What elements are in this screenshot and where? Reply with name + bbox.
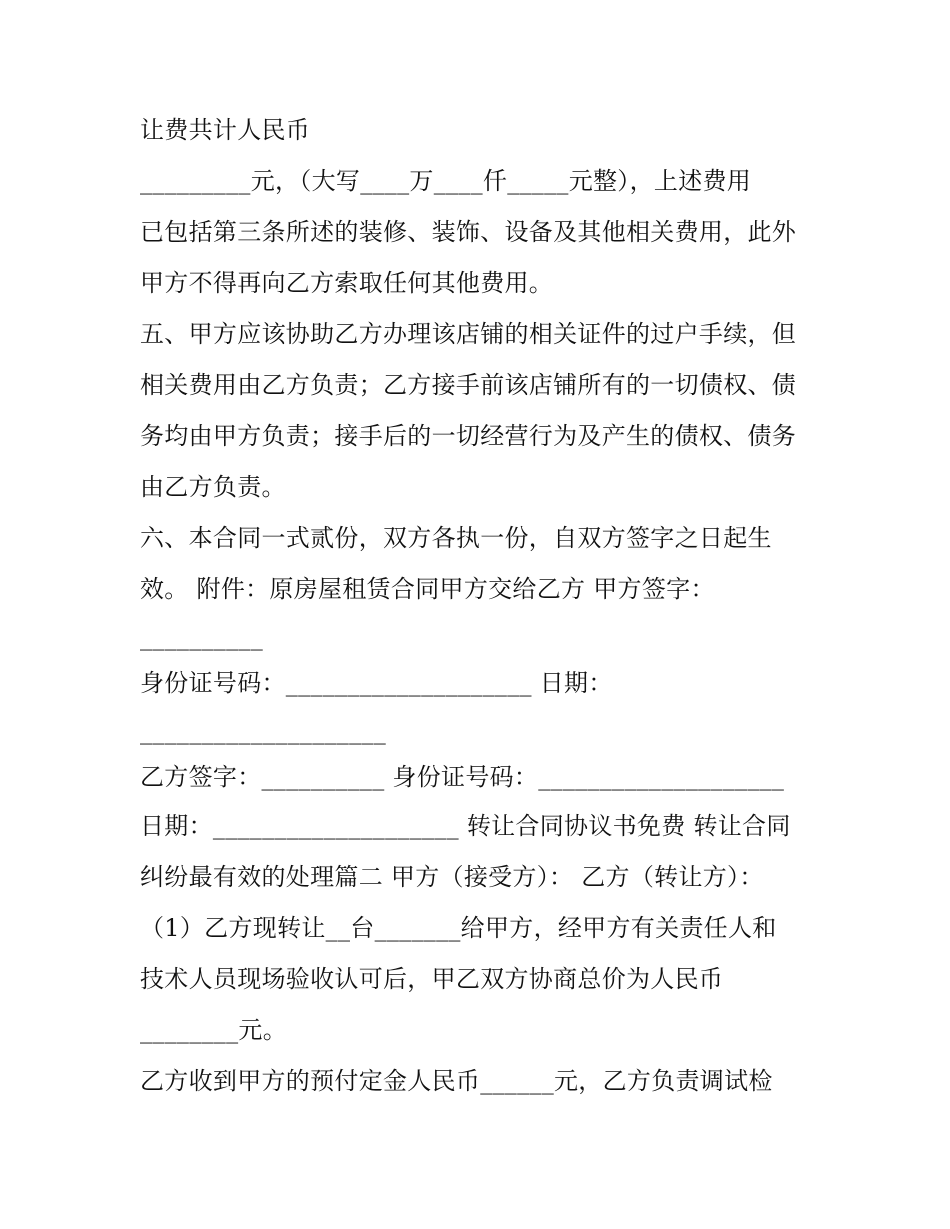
text-line: _________元，（大写____万____仟_____元整），上述费用 [140,167,752,195]
text-line: 甲方不得再向乙方索取任何其他费用。 [140,269,554,297]
text-line: 已包括第三条所述的装修、装饰、设备及其他相关费用，此外 [140,218,797,246]
signature-blank: ____________________ [140,717,386,745]
text-line: 乙方签字：__________ 身份证号码：____________________ [140,763,785,791]
text-line: 相关费用由乙方负责；乙方接手前该店铺所有的一切债权、债 [140,371,797,399]
signature-blank: __________ [140,623,263,651]
text-line: 纠纷最有效的处理篇二 甲方（接受方）： 乙方（转让方）： [140,863,764,891]
text-line: 日期：____________________ 转让合同协议书免费 转让合同 [140,812,791,840]
text-line: 六、本合同一式贰份，双方各执一份，自双方签字之日起生 [140,524,772,552]
text-line: 效。 附件：原房屋租赁合同甲方交给乙方 甲方签字： [140,575,715,603]
text-line: ________元。 [140,1016,287,1044]
text-line: 由乙方负责。 [140,473,286,501]
text-line: 技术人员现场验收认可后，甲乙双方协商总价为人民币 [140,965,724,993]
text-line: 让费共计人民币 [140,116,311,144]
text-line: 务均由甲方负责；接手后的一切经营行为及产生的债权、债务 [140,422,797,450]
text-line: 乙方收到甲方的预付定金人民币______元，乙方负责调试检 [140,1067,773,1095]
text-line: 五、甲方应该协助乙方办理该店铺的相关证件的过户手续，但 [140,320,797,348]
text-line: 身份证号码：____________________ 日期： [140,669,613,697]
text-line: （1）乙方现转让__台_______给甲方，经甲方有关责任人和 [140,914,777,942]
